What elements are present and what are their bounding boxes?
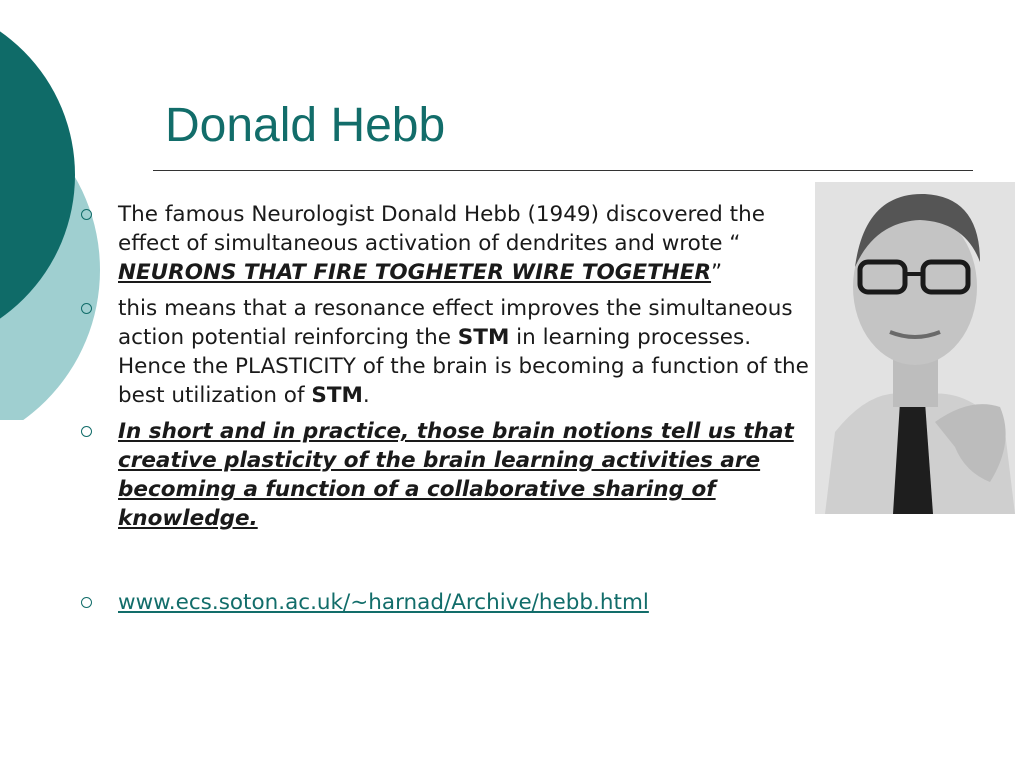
hollow-circle-bullet-icon [81, 597, 92, 608]
stm-term: STM [311, 383, 363, 408]
stm-term: STM [457, 325, 510, 350]
title-divider [153, 170, 973, 171]
slide-title: Donald Hebb [165, 99, 446, 152]
bullet-item-resonance-effect: this means that a resonance effect improves the simultaneous action potential reinforcing the STM in learning processes. Hence the PLASTICITY of the brain is becoming a function of the best utilization of STM. [80, 294, 815, 410]
portrait-photo [815, 182, 1015, 514]
bullet-item-hebb-discovery: The famous Neurologist Donald Hebb (1949) discovered the effect of simultaneous activation of dendrites and wrote “ NEURONS THAT FIRE TOGHETER WIRE TOGETHER” [80, 200, 815, 287]
bullet-list [80, 200, 815, 624]
hollow-circle-bullet-icon [81, 209, 92, 220]
hebb-quote: NEURONS THAT FIRE TOGHETER WIRE TOGETHER [118, 260, 712, 285]
hollow-circle-bullet-icon [81, 426, 92, 437]
hebb-archive-link[interactable]: www.ecs.soton.ac.uk/~harnad/Archive/hebb.html [118, 590, 649, 615]
bullet-item-link [80, 588, 815, 617]
summary-text: In short and in practice, those brain notions tell us that creative plasticity of the brain learning activities are becoming a function of a collaborative sharing of knowledge. [118, 419, 794, 531]
hollow-circle-bullet-icon [81, 303, 92, 314]
bullet-item-summary [80, 417, 815, 533]
